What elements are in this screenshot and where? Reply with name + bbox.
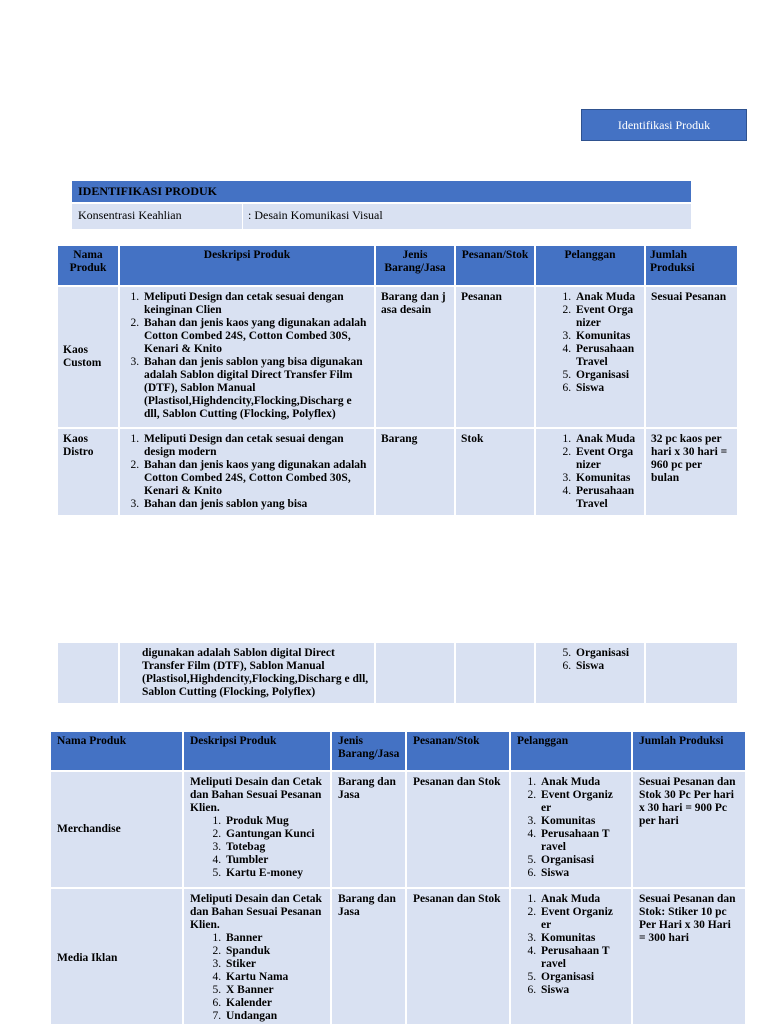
list-item: 6. Siswa	[574, 382, 640, 395]
table-header-row	[50, 731, 746, 771]
desc-intro: Meliputi Desain dan Cetak dan Bahan Sesuai Pesanan Klien.	[190, 893, 322, 931]
cell-deskripsi	[183, 771, 331, 888]
list-item: 2. Gantungan Kunci	[224, 828, 324, 841]
cell-deskripsi: digunakan adalah Sablon digital Direct Transfer Film (DTF), Sablon Manual (Plastisol,Highdencity,Flocking,Discharg e dll, Sablon Cutting (Flocking, Polyflex)	[119, 642, 375, 704]
cell-jumlah: Sesuai Pesanan dan Stok: Stiker 10 pc Per Hari x 30 Hari = 300 hari	[632, 888, 746, 1024]
list-item: 6. Siswa	[574, 660, 640, 673]
header-deskripsi: Deskripsi Produk	[119, 245, 375, 286]
cell-jumlah	[645, 642, 738, 704]
table-header-row	[57, 245, 738, 286]
list-item: 1. Anak Muda	[539, 776, 625, 789]
desc-intro: Meliputi Desain dan Cetak dan Bahan Sesuai Pesanan Klien.	[190, 776, 322, 814]
header-nama: Nama Produk	[57, 245, 119, 286]
cell-pesanan: Pesanan	[455, 286, 535, 428]
header-jenis: Jenis Barang/Jasa	[375, 245, 455, 286]
cell-pesanan	[455, 642, 535, 704]
list-item: 3. Komunitas	[539, 815, 625, 828]
header-pesanan: Pesanan/Stok	[455, 245, 535, 286]
list-item: 4. Perusahaan T ravel	[539, 828, 625, 854]
list-item: 3. Komunitas	[574, 330, 640, 343]
list-item: 2. Event Organiz er	[539, 906, 625, 932]
header-pelanggan: Pelanggan	[535, 245, 645, 286]
list-item: 2. Event Orga nizer	[574, 304, 640, 330]
cell-pelanggan	[510, 771, 632, 888]
list-item: 4. Kartu Nama	[224, 971, 324, 984]
list-item: 5. Organisasi	[539, 854, 625, 867]
table-row	[50, 771, 746, 888]
cell-pelanggan	[510, 888, 632, 1024]
list-item: 3. Stiker	[224, 958, 324, 971]
list-item: 4. Perusahaan T ravel	[539, 945, 625, 971]
table-row	[57, 286, 738, 428]
list-item: 1. Anak Muda	[574, 433, 640, 446]
list-item: 2. Event Organiz er	[539, 789, 625, 815]
list-item: 6. Siswa	[539, 984, 625, 997]
header-jenis: Jenis Barang/Jasa	[331, 731, 406, 771]
list-item: 2. Event Orga nizer	[574, 446, 640, 472]
list-item: 5. Organisasi	[539, 971, 625, 984]
list-item: 3. Totebag	[224, 841, 324, 854]
table-row	[50, 888, 746, 1024]
cell-pelanggan	[535, 428, 645, 516]
cell-deskripsi	[183, 888, 331, 1024]
header-pesanan: Pesanan/Stok	[406, 731, 510, 771]
ident-separator	[242, 204, 243, 229]
list-item: 6. Kalender	[224, 997, 324, 1010]
identifikasi-produk-badge: Identifikasi Produk	[581, 109, 747, 141]
cell-jumlah: 32 pc kaos per hari x 30 hari = 960 pc per bulan	[645, 428, 738, 516]
list-item: 2. Bahan dan jenis kaos yang digunakan adalah Cotton Combed 24S, Cotton Combed 30S, Kenari & Knito	[142, 317, 370, 356]
cell-jenis: Barang dan j asa desain	[375, 286, 455, 428]
list-item: 3. Komunitas	[539, 932, 625, 945]
list-item: 4. Perusahaan Travel	[574, 343, 640, 369]
cell-jenis: Barang dan Jasa	[331, 888, 406, 1024]
list-item: 1. Meliputi Design dan cetak sesuai dengan keinginan Clien	[142, 291, 370, 317]
cell-pesanan: Stok	[455, 428, 535, 516]
ident-row	[72, 204, 691, 229]
cell-pesanan: Pesanan dan Stok	[406, 771, 510, 888]
header-nama: Nama Produk	[50, 731, 183, 771]
cell-nama: Kaos Distro	[57, 428, 119, 516]
product-table-2	[49, 730, 747, 1024]
ident-label: Konsentrasi Keahlian	[78, 208, 182, 222]
list-item: 1. Meliputi Design dan cetak sesuai dengan design modern	[142, 433, 370, 459]
product-table-1-continuation	[56, 641, 739, 705]
list-item: 6. Siswa	[539, 867, 625, 880]
list-item: 2. Spanduk	[224, 945, 324, 958]
list-item: 1. Produk Mug	[224, 815, 324, 828]
header-jumlah: Jumlah Produksi	[645, 245, 738, 286]
list-item: 5. Organisasi	[574, 369, 640, 382]
product-table-1	[56, 244, 739, 517]
cell-jenis: Barang	[375, 428, 455, 516]
list-item: 4. Perusahaan Travel	[574, 485, 640, 511]
list-item: 2. Bahan dan jenis kaos yang digunakan adalah Cotton Combed 24S, Cotton Combed 30S, Kenari & Knito	[142, 459, 370, 498]
cell-nama: Kaos Custom	[57, 286, 119, 428]
list-item: 5. X Banner	[224, 984, 324, 997]
cell-nama: Merchandise	[50, 771, 183, 888]
cell-jumlah: Sesuai Pesanan dan Stok 30 Pc Per hari x 30 hari = 900 Pc per hari	[632, 771, 746, 888]
list-item: 5. Organisasi	[574, 647, 640, 660]
cell-jumlah: Sesuai Pesanan	[645, 286, 738, 428]
cell-pesanan: Pesanan dan Stok	[406, 888, 510, 1024]
cell-deskripsi	[119, 428, 375, 516]
list-item: 1. Banner	[224, 932, 324, 945]
cell-pelanggan	[535, 642, 645, 704]
header-deskripsi: Deskripsi Produk	[183, 731, 331, 771]
list-item: 3. Bahan dan jenis sablon yang bisa digunakan adalah Sablon digital Direct Transfer Film (DTF), Sablon Manual (Plastisol,Highdencity,Flocking,Discharg e dll, Sablon Cutting (Flocking, Polyflex)	[142, 356, 370, 421]
cell-pelanggan	[535, 286, 645, 428]
list-item: 3. Bahan dan jenis sablon yang bisa	[142, 498, 370, 511]
table-row	[57, 428, 738, 516]
ident-value: : Desain Komunikasi Visual	[248, 208, 383, 222]
list-item: 4. Tumbler	[224, 854, 324, 867]
ident-title: IDENTIFIKASI PRODUK	[72, 181, 691, 202]
cell-jenis	[375, 642, 455, 704]
header-pelanggan: Pelanggan	[510, 731, 632, 771]
cell-jenis: Barang dan Jasa	[331, 771, 406, 888]
cell-nama: Media Iklan	[50, 888, 183, 1024]
list-item: 5. Kartu E-money	[224, 867, 324, 880]
table-row	[57, 642, 738, 704]
list-item: 1. Anak Muda	[574, 291, 640, 304]
header-jumlah: Jumlah Produksi	[632, 731, 746, 771]
cell-deskripsi	[119, 286, 375, 428]
list-item: 7. Undangan	[224, 1010, 324, 1023]
list-item: 1. Anak Muda	[539, 893, 625, 906]
cell-nama	[57, 642, 119, 704]
list-item: 3. Komunitas	[574, 472, 640, 485]
